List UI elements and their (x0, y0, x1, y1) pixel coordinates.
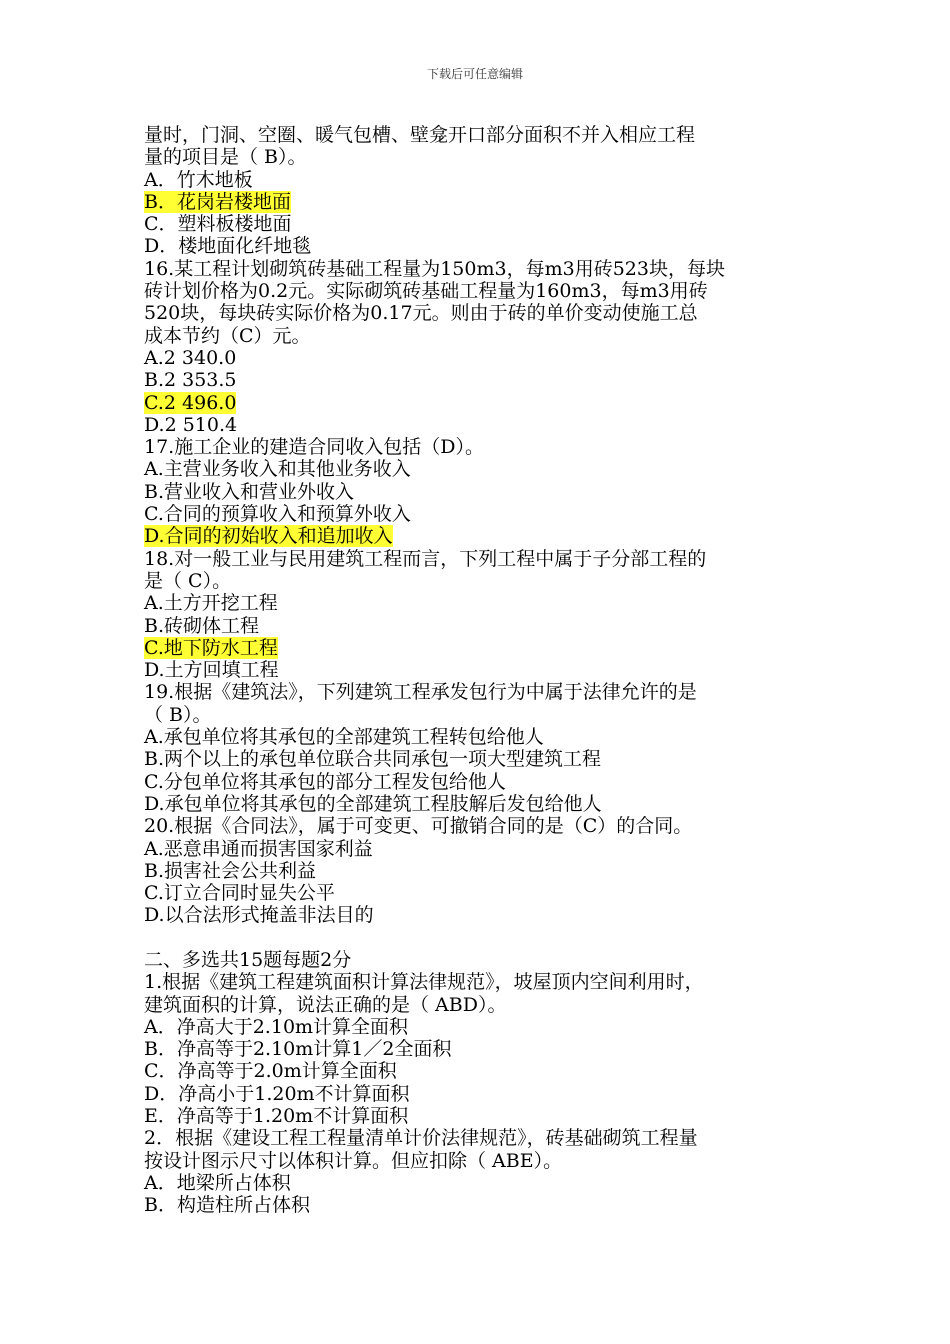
question-text: 是（ C）。 (144, 569, 232, 592)
answer-option: A.承包单位将其承包的全部建筑工程转包给他人 (144, 726, 544, 749)
answer-option: C．净高等于2.0m计算全面积 (144, 1060, 397, 1083)
document-body (144, 124, 834, 1217)
text-line: 量时，门洞、空圈、暖气包槽、壁龛开口部分面积不并入相应工程 (144, 124, 696, 146)
page-header: 下载后可任意编辑 (426, 67, 523, 81)
answer-option: B.两个以上的承包单位联合共同承包一项大型建筑工程 (144, 748, 602, 771)
question-text: （ B）。 (144, 703, 212, 726)
question-text: 18.对一般工业与民用建筑工程而言，下列工程中属于子分部工程的 (144, 547, 707, 570)
question-text: 成本节约（C）元。 (144, 324, 311, 347)
answer-option: A.2 340.0 (144, 346, 237, 369)
highlight-mark: B．花岗岩楼地面 (144, 190, 291, 213)
highlight-mark: C.地下防水工程 (144, 636, 278, 659)
answer-option-highlighted (144, 637, 834, 659)
highlight-mark: C.2 496.0 (144, 391, 237, 414)
answer-option: E．净高等于1.20m不计算面积 (144, 1105, 409, 1128)
answer-option: A.土方开挖工程 (144, 592, 278, 615)
blank-line (144, 927, 834, 949)
answer-option: D．净高小于1.20m不计算面积 (144, 1082, 410, 1105)
answer-option-highlighted (144, 525, 834, 547)
answer-option: A．地梁所占体积 (144, 1171, 291, 1194)
answer-option: D．楼地面化纤地毯 (144, 235, 312, 258)
answer-option: B．构造柱所占体积 (144, 1194, 310, 1217)
answer-option: D.土方回填工程 (144, 659, 279, 682)
answer-option: B.营业收入和营业外收入 (144, 480, 355, 503)
answer-option: C.分包单位将其承包的部分工程发包给他人 (144, 770, 506, 793)
question-text: 砖计划价格为0.2元。实际砌筑砖基础工程量为160m3，每m3用砖 (144, 280, 708, 303)
answer-option: A.恶意串通而损害国家利益 (144, 837, 373, 860)
answer-option-highlighted (144, 392, 834, 414)
question-text: 520块，每块砖实际价格为0.17元。则由于砖的单价变动使施工总 (144, 302, 698, 325)
question-text: 20.根据《合同法》，属于可变更、可撤销合同的是（C）的合同。 (144, 815, 693, 838)
answer-option: C.订立合同时显失公平 (144, 882, 335, 905)
answer-option: B.损害社会公共利益 (144, 859, 317, 882)
answer-option: B.2 353.5 (144, 369, 237, 392)
text-line: 量的项目是（ B）。 (144, 146, 307, 169)
highlight-mark: D.合同的初始收入和追加收入 (144, 525, 393, 548)
answer-option: A.主营业务收入和其他业务收入 (144, 458, 411, 481)
answer-option: C．塑料板楼地面 (144, 213, 292, 236)
question-text: 建筑面积的计算，说法正确的是（ ABD）。 (144, 993, 507, 1016)
answer-option: C.合同的预算收入和预算外收入 (144, 503, 411, 526)
section-heading: 二、多选共15题每题2分 (144, 948, 352, 971)
answer-option: B.砖砌体工程 (144, 614, 260, 637)
question-text: 16.某工程计划砌筑砖基础工程量为150m3，每m3用砖523块，每块 (144, 257, 725, 280)
answer-option: D.2 510.4 (144, 413, 238, 436)
question-text: 1.根据《建筑工程建筑面积计算法律规范》，坡屋顶内空间利用时， (144, 971, 704, 994)
answer-option: A．净高大于2.10m计算全面积 (144, 1015, 409, 1038)
question-text: 2．根据《建设工程工程量清单计价法律规范》，砖基础砌筑工程量 (144, 1127, 698, 1150)
question-text: 按设计图示尺寸以体积计算。但应扣除（ ABE）。 (144, 1149, 563, 1172)
question-text: 19.根据《建筑法》，下列建筑工程承发包行为中属于法律允许的是 (144, 681, 697, 704)
answer-option: D.以合法形式掩盖非法目的 (144, 904, 374, 927)
answer-option: A．竹木地板 (144, 168, 253, 191)
question-text: 17.施工企业的建造合同收入包括（D）。 (144, 436, 484, 459)
answer-option-highlighted (144, 191, 834, 213)
answer-option: D.承包单位将其承包的全部建筑工程肢解后发包给他人 (144, 792, 602, 815)
answer-option: B．净高等于2.10m计算1／2全面积 (144, 1038, 452, 1061)
